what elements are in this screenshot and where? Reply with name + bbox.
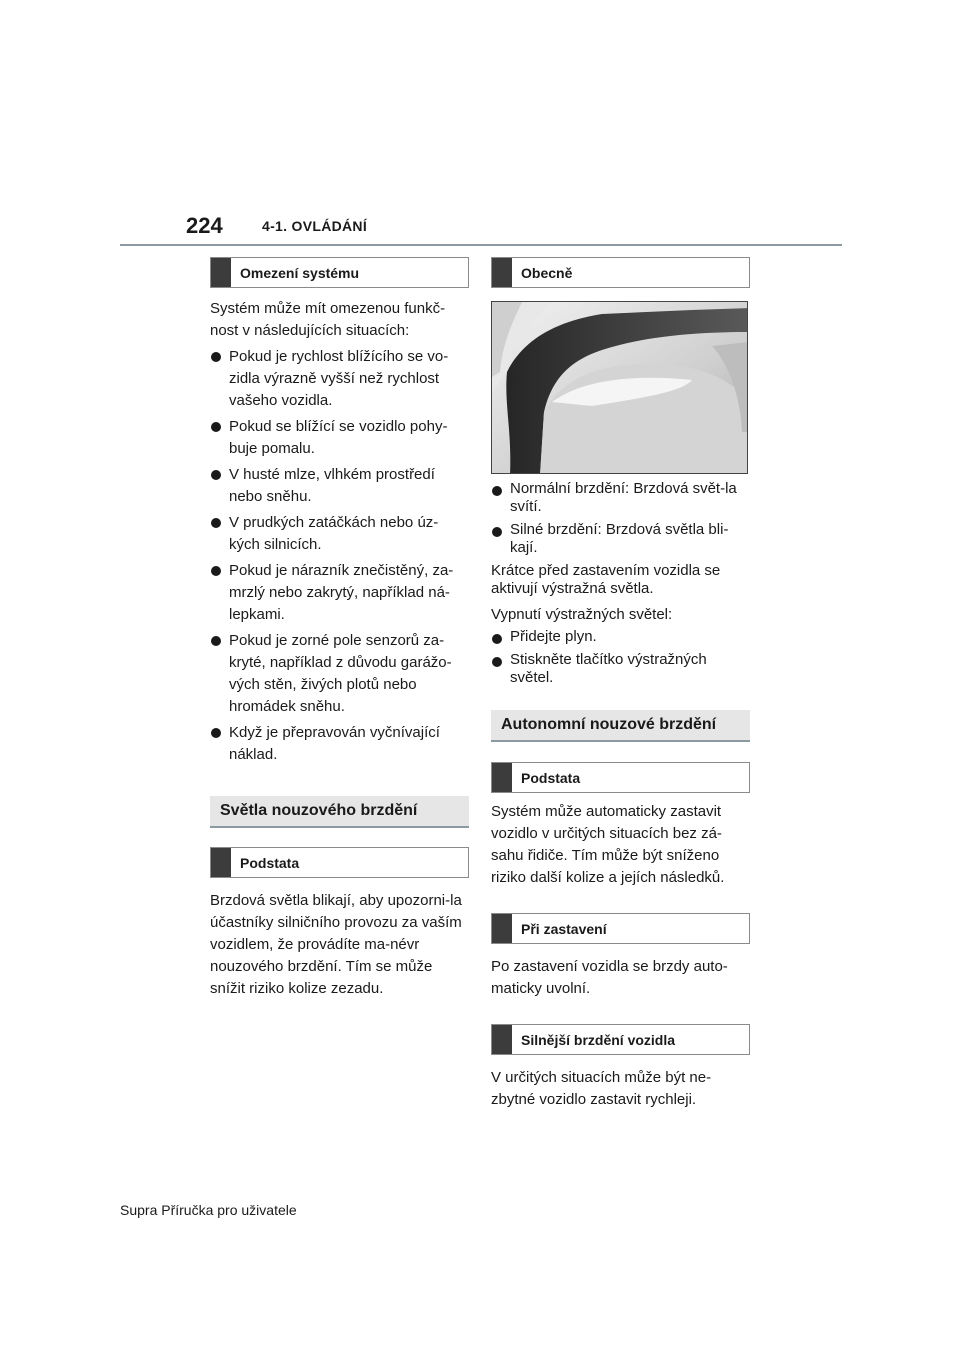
stronger-text: V určitých situacích může být ne-zbytné vozidlo zastavit rychleji. [491, 1069, 712, 1108]
right-column [491, 257, 750, 1111]
stop-heading [491, 913, 750, 944]
list-item: V prudkých zatáčkách nebo úz-kých silnicích. [210, 512, 469, 556]
stronger-heading-label: Silnější brzdění vozidla [521, 1031, 676, 1048]
heading-bar [492, 914, 512, 943]
list-item: Silné brzdění: Brzdová světla bli-kají. [491, 521, 750, 557]
principle-heading [210, 847, 469, 878]
principle-heading-label: Podstata [240, 854, 300, 871]
page-number: 224 [186, 213, 223, 238]
list-item: Pokud je nárazník znečistěný, za-mrzlý nebo zakrytý, například ná-lepkami. [210, 560, 469, 626]
list-item: Přidejte plyn. [491, 628, 750, 646]
limits-list [210, 346, 469, 766]
limits-heading [210, 257, 469, 288]
stop-text: Po zastavení vozidla se brzdy auto-maticky uvolní. [491, 958, 728, 997]
heading-bar [492, 1025, 512, 1054]
limits-heading-label: Omezení systému [240, 264, 360, 281]
limits-intro: Systém může mít omezenou funkč-nost v následujících situacích: [210, 300, 446, 339]
heading-bar [211, 848, 231, 877]
general-heading [491, 257, 750, 288]
rear-light-illustration-icon [492, 302, 748, 474]
autonomous-principle-text: Systém může automaticky zastavit vozidlo v určitých situacích bez zá-sahu řidiče. Tím může být sníženo riziko další kolize a jejích následků. [491, 803, 725, 886]
principle-text: Brzdová světla blikají, aby upozorni-la účastníky silničního provozu za vaším vozidlem, že provádíte ma-névr nouzového brzdění. Tím se může snížit riziko kolize zezadu. [210, 892, 462, 997]
principle-heading-right-label: Podstata [521, 769, 581, 786]
brake-lights-heading: Světla nouzového brzdění [210, 796, 469, 828]
heading-bar [211, 258, 231, 287]
list-item: Normální brzdění: Brzdová svět-la svítí. [491, 480, 750, 516]
hazard-off-text: Vypnutí výstražných světel: [491, 606, 673, 623]
heading-bar [492, 763, 512, 792]
list-item: Pokud je rychlost blížícího se vo-zidla výrazně vyšší než rychlost vašeho vozidla. [210, 346, 469, 412]
heading-bar [492, 258, 512, 287]
list-item: V husté mlze, vlhkém prostředí nebo sněhu. [210, 464, 469, 508]
list-item: Když je přepravován vyčnívající náklad. [210, 722, 469, 766]
general-list [491, 480, 750, 557]
list-item: Stiskněte tlačítko výstražných světel. [491, 651, 750, 687]
autonomous-heading: Autonomní nouzové brzdění [491, 710, 750, 742]
rear-light-illustration [491, 301, 748, 474]
left-column [210, 257, 469, 1000]
list-item: Pokud se blížící se vozidlo pohy-buje pomalu. [210, 416, 469, 460]
section-title: 4-1. OVLÁDÁNÍ [262, 218, 368, 234]
principle-heading-right [491, 762, 750, 793]
hazard-off-list [491, 628, 750, 687]
hazard-text: Krátce před zastavením vozidla se aktivují výstražná světla. [491, 562, 721, 597]
list-item: Pokud je zorné pole senzorů za-kryté, například z důvodu garážo-vých stěn, živých plotů nebo hromádek sněhu. [210, 630, 469, 718]
stronger-heading [491, 1024, 750, 1055]
general-heading-label: Obecně [521, 264, 573, 281]
stop-heading-label: Při zastavení [521, 920, 607, 937]
header-rule [120, 244, 842, 246]
footer-text: Supra Příručka pro uživatele [120, 1202, 297, 1218]
